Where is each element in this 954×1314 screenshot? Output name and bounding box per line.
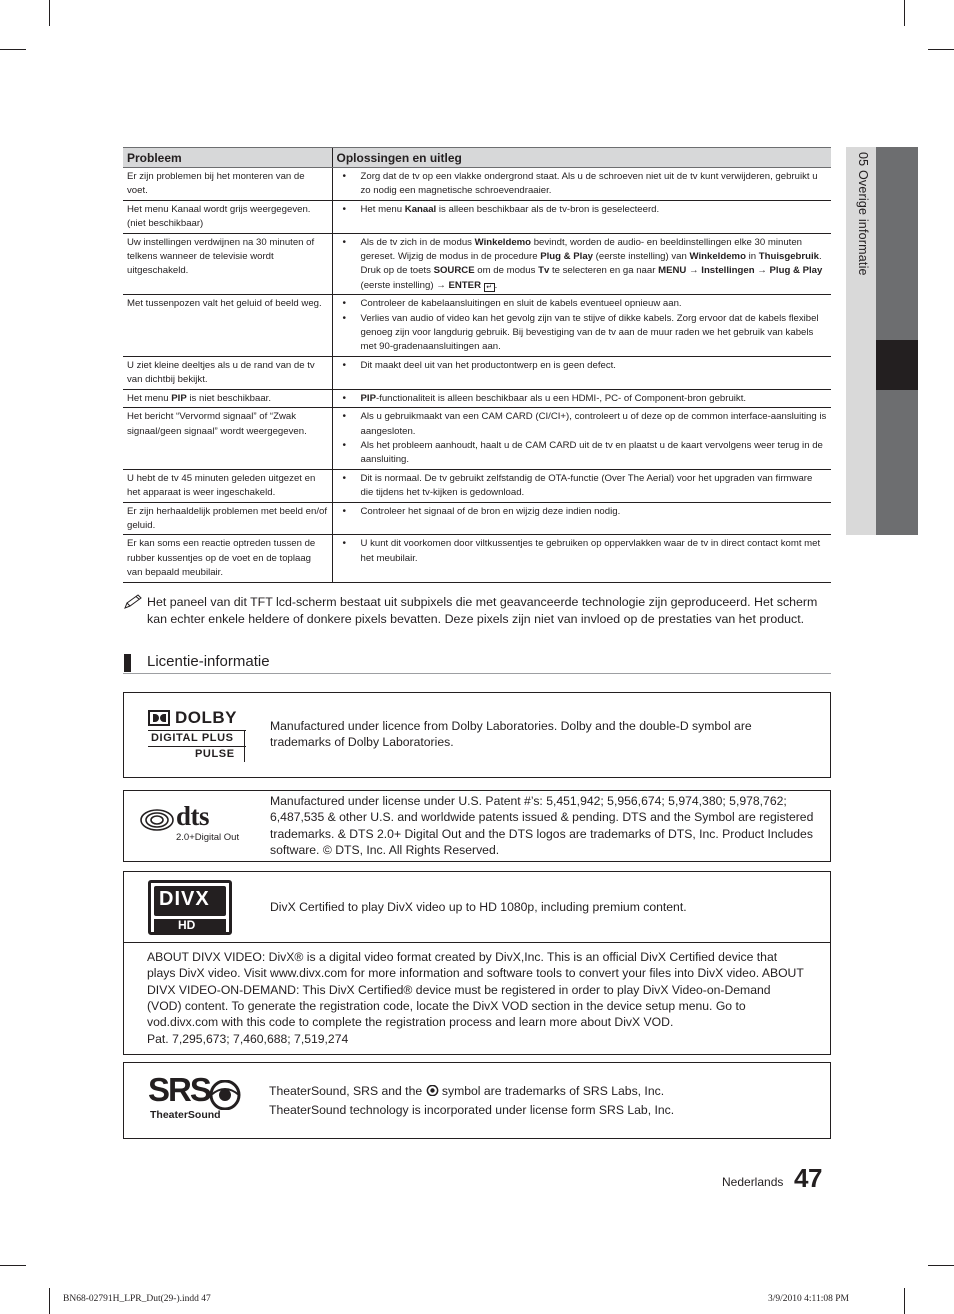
table-row	[123, 502, 831, 535]
note-text: Het paneel van dit TFT lcd-scherm bestaat uit subpixels die met geavanceerde technologie zijn geproduceerd. Het scherm kan echter enkele heldere of donkere pixels bevatten. Deze pixels zijn niet van invloed op de prestaties van het product.	[147, 595, 818, 626]
problem-cell: Het menu PIP is niet beschikbaar.	[123, 389, 332, 407]
solution-cell	[332, 356, 831, 389]
solution-cell	[332, 502, 831, 535]
srs-symbol-icon	[208, 1080, 242, 1110]
license-srs	[123, 1062, 831, 1139]
table-row	[123, 356, 831, 389]
solution-item: • Het menu Kanaal is alleen beschikbaar als de tv-bron is geselecteerd.	[337, 203, 828, 217]
problem-cell: U hebt de tv 45 minuten geleden uitgezet en het apparaat is weer ingeschakeld.	[123, 469, 332, 502]
dolby-logo	[148, 710, 246, 762]
table-row	[123, 535, 831, 582]
divx-logo	[148, 880, 232, 935]
divx-patent-text: Pat. 7,295,673; 7,460,688; 7,519,274	[147, 1032, 349, 1046]
crop-mark	[0, 1265, 26, 1266]
problem-cell: Met tussenpozen valt het geluid of beeld weg.	[123, 295, 332, 357]
footer-filename: BN68-02791H_LPR_Dut(29-).indd 47	[63, 1294, 211, 1304]
srs-wordmark: SRS	[148, 1071, 210, 1108]
srs-text-before: TheaterSound, SRS and the	[269, 1084, 423, 1098]
solution-item: • PIP-functionaliteit is alleen beschikbaar als u een HDMI-, PC- of Component-bron gebruikt.	[337, 392, 828, 406]
solution-cell	[332, 233, 831, 295]
divx-about-text: ABOUT DIVX VIDEO: DivX® is a digital video format created by DivX,Inc. This is an official DivX Certified device that plays DivX video. Visit www.divx.com for more information and software tools to convert your files into DivX video. ABOUT DIVX VIDEO-ON-DEMAND: This DivX Certified® device must be registered in order to play DivX Video-on-Demand (VOD) content. To generate the registration code, locate the DivX VOD section in the device setup menu. Go to vod.divx.com with this code to complete the registration process and learn more about DivX VOD.	[147, 950, 804, 1030]
chapter-label: 05 Overige informatie	[856, 152, 870, 276]
solution-item: • Dit is normaal. De tv gebruikt zelfstandig de OTA-functie (Over The Aerial) voor het upgraden van firmware die tijdens het tv-kijken is gedownload.	[337, 472, 828, 501]
solution-item: • U kunt dit voorkomen door viltkussentjes te gebruiken op oppervlakken waar de tv in direct contact komt met het meubilair.	[337, 537, 828, 566]
srs-text-after: symbol are trademarks of SRS Labs, Inc.	[441, 1084, 665, 1098]
srs-sub: TheaterSound	[150, 1109, 221, 1121]
license-divx	[123, 871, 831, 1055]
solution-cell	[332, 200, 831, 233]
table-row	[123, 168, 831, 201]
license-dolby	[123, 692, 831, 778]
dts-disc-icon	[140, 809, 174, 831]
srs-inline-symbol-icon	[426, 1085, 439, 1096]
dolby-line2: PULSE	[195, 748, 235, 760]
crop-mark	[49, 0, 50, 26]
table-row	[123, 469, 831, 502]
solution-item: • Controleer de kabelaansluitingen en sluit de kabels eventueel opnieuw aan.	[337, 297, 828, 311]
dolby-wordmark: DOLBY	[175, 708, 237, 727]
solution-cell	[332, 535, 831, 582]
troubleshooting-table	[123, 147, 831, 583]
srs-license-text	[269, 1083, 819, 1099]
problem-cell: Er zijn problemen bij het monteren van de voet.	[123, 168, 332, 201]
table-row	[123, 233, 831, 295]
table-row	[123, 200, 831, 233]
problem-cell: Uw instellingen verdwijnen na 30 minuten of telkens wanneer de televisie wordt uitgeschakeld.	[123, 233, 332, 295]
license-dts	[123, 790, 831, 862]
solution-cell	[332, 389, 831, 407]
crop-mark	[0, 49, 26, 50]
section-heading	[123, 652, 831, 674]
solution-cell	[332, 469, 831, 502]
problem-cell: Er zijn herhaaldelijk problemen met beeld en/of geluid.	[123, 502, 332, 535]
srs-license-text-2: TheaterSound technology is incorporated under license form SRS Lab, Inc.	[269, 1103, 675, 1117]
page-number: 47	[794, 1163, 822, 1193]
dolby-line1: DIGITAL PLUS	[151, 732, 234, 744]
divx-hd: HD	[178, 918, 196, 932]
section-title: Licentie-informatie	[147, 653, 270, 670]
solution-item: • Als het probleem aanhoudt, haalt u de CAM CARD uit de tv en plaatst u de kaart vervolgens weer terug in de aansluiting.	[337, 439, 828, 468]
solution-item: • Zorg dat de tv op een vlakke ondergrond staat. Als u de schroeven niet uit de tv kunt verwijderen, gebruikt u zo nodig een magnetische schroevendraaier.	[337, 170, 828, 199]
problem-cell: U ziet kleine deeltjes als u de rand van de tv van dichtbij bekijkt.	[123, 356, 332, 389]
crop-mark	[904, 0, 905, 26]
solution-cell	[332, 295, 831, 357]
footer-language: Nederlands	[722, 1175, 784, 1189]
crop-mark	[928, 1265, 954, 1266]
table-row	[123, 295, 831, 357]
solution-cell	[332, 168, 831, 201]
solution-item: • Dit maakt deel uit van het productontwerp en is geen defect.	[337, 359, 828, 373]
solution-cell	[332, 408, 831, 470]
divx-license-text: DivX Certified to play DivX video up to HD 1080p, including premium content.	[270, 900, 687, 914]
solution-item: • Controleer het signaal of de bron en wijzig deze indien nodig.	[337, 505, 828, 519]
header-solution: Oplossingen en uitleg	[332, 148, 831, 168]
solution-item: • Als u gebruikmaakt van een CAM CARD (CI/CI+), controleert u of deze op de common interface-aansluiting is aangesloten.	[337, 410, 828, 439]
problem-cell: Het bericht “Vervormd signaal” of “Zwak signaal/geen signaal” wordt weergegeven.	[123, 408, 332, 470]
dts-license-text: Manufactured under license under U.S. Patent #’s: 5,451,942; 5,956,674; 5,974,380; 5,978,762; 6,487,535 & other U.S. and worldwide patents issued & pending. DTS and the Symbol are registered trademarks. & DTS 2.0+ Digital Out and the DTS logos are trademarks of DTS, Inc. Product Includes software. © DTS, Inc. All Rights Reserved.	[270, 794, 814, 857]
solution-item: • Verlies van audio of video kan het gevolg zijn van te stijve of dikke kabels. Zorg ervoor dat de kabels flexibel genoeg zijn voor langdurig gebruik. Bij bevestiging van de tv aan de muur raden we het gebruik van kabels met 90-gradenaansluitingen aan.	[337, 312, 828, 355]
pencil-note-icon	[123, 594, 143, 610]
crop-mark	[904, 1288, 905, 1314]
crop-mark	[49, 1288, 50, 1314]
enter-icon: ↵	[484, 283, 495, 292]
table-row	[123, 408, 831, 470]
srs-logo	[148, 1071, 248, 1125]
dts-wordmark: dts	[176, 801, 210, 831]
crop-mark	[928, 49, 954, 50]
footer-date: 3/9/2010 4:11:08 PM	[768, 1294, 849, 1304]
problem-cell: Het menu Kanaal wordt grijs weergegeven. (niet beschikbaar)	[123, 200, 332, 233]
divx-wordmark: DIVX	[159, 888, 210, 910]
dolby-license-text: Manufactured under licence from Dolby Laboratories. Dolby and the double-D symbol are trademarks of Dolby Laboratories.	[270, 719, 752, 750]
dts-logo	[140, 801, 244, 847]
problem-cell: Er kan soms een reactie optreden tussen de rubber kussentjes op de voet en de toplaag van bepaald meubilair.	[123, 535, 332, 582]
table-row	[123, 389, 831, 407]
header-problem: Probleem	[123, 148, 332, 168]
table-header-row	[123, 148, 831, 168]
solution-item: • Als de tv zich in de modus Winkeldemo bevindt, worden de audio- en beeldinstellingen elke 30 minuten gereset. Wijzig de modus in de procedure Plug & Play (eerste instelling) van Winkeldemo in Thuisgebruik. Druk op de toets SOURCE om de modus Tv te selecteren en ga naar MENU → Instellingen → Plug & Play (eerste instelling) → ENTER ↵ .	[337, 236, 828, 294]
dts-sub: 2.0+Digital Out	[176, 832, 240, 843]
